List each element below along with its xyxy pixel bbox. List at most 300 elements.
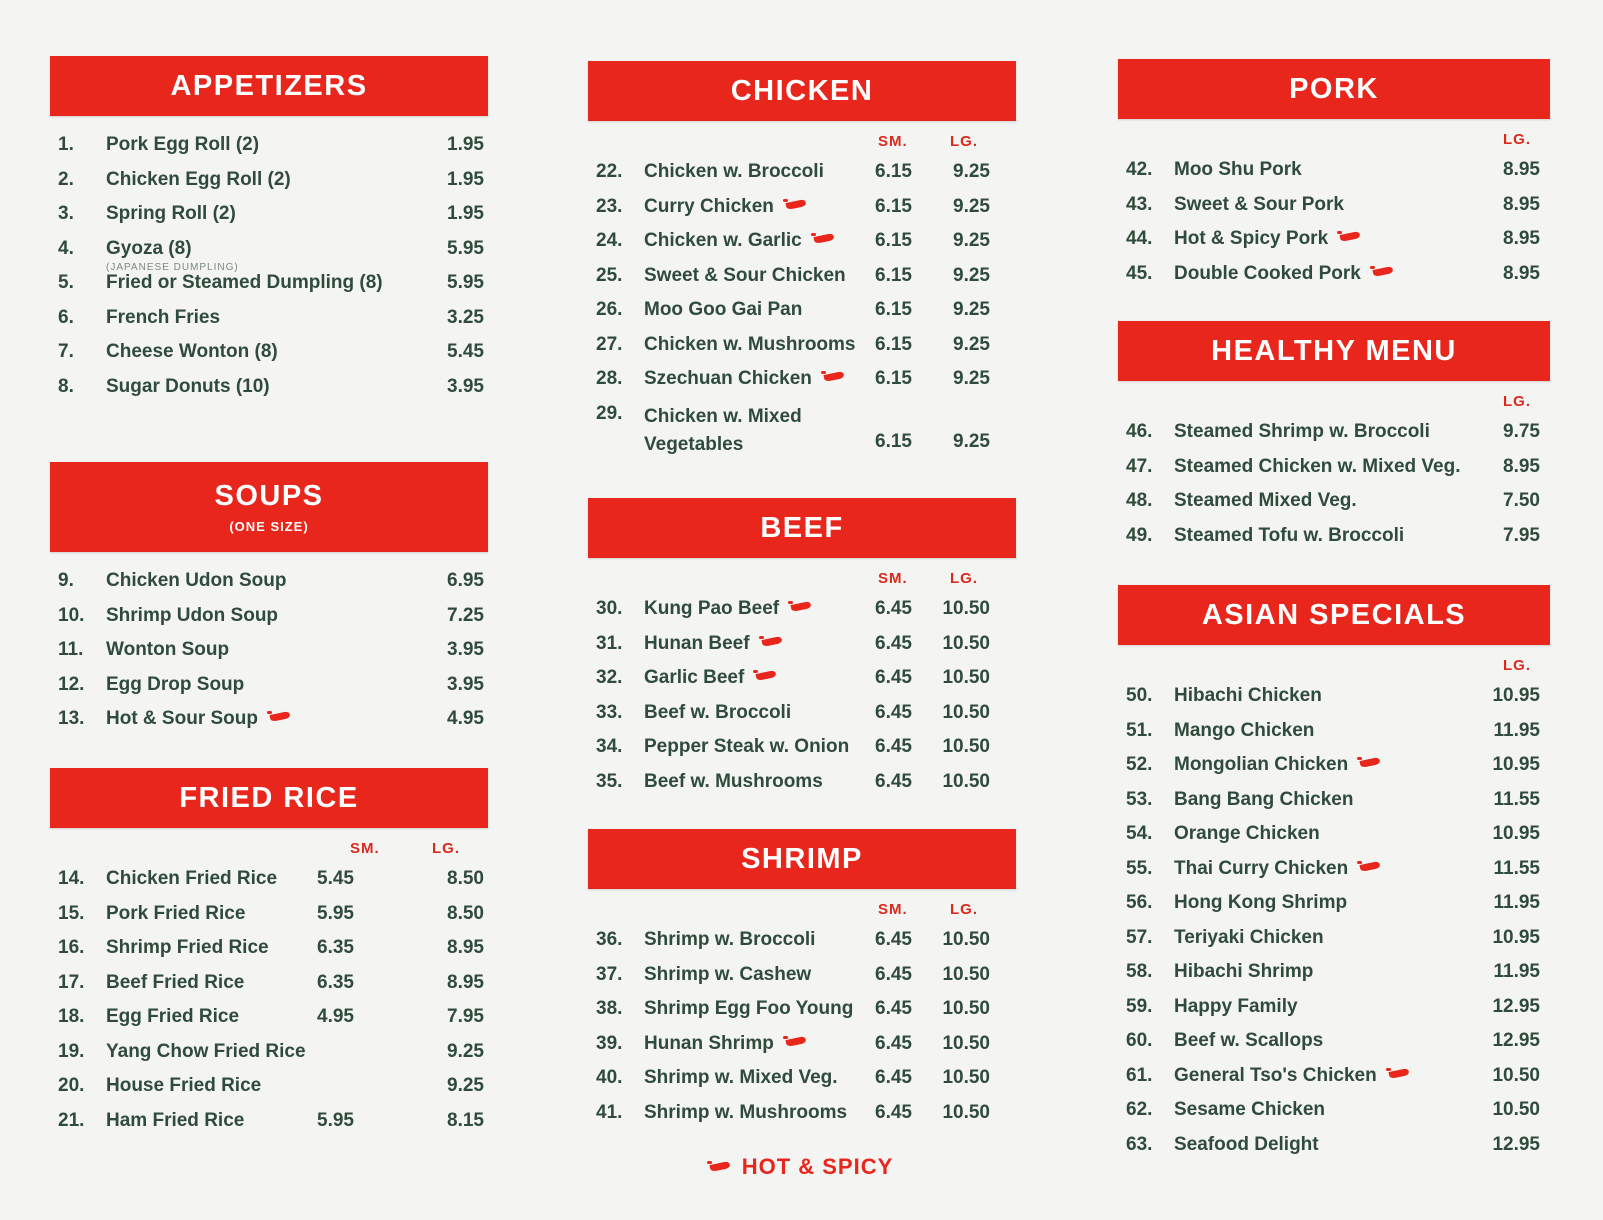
item-name-text: Yang Chow Fried Rice: [106, 1040, 306, 1062]
item-name: [1174, 490, 1357, 512]
item-number: 27.: [596, 333, 623, 355]
section-subtitle: (ONE SIZE): [229, 519, 309, 534]
item-number: 19.: [58, 1040, 85, 1062]
chili-pepper-icon: [1373, 268, 1395, 277]
item-name: [644, 299, 802, 321]
section-banner: [588, 829, 1016, 889]
item-number: 22.: [596, 161, 623, 182]
item-name-text: Kung Pao Beef: [644, 598, 780, 619]
menu-item: [50, 931, 488, 966]
price-small: 5.95: [317, 902, 354, 924]
item-name-text: Shrimp Fried Rice: [106, 937, 269, 958]
item-name: [1174, 1099, 1325, 1121]
item-name: [106, 134, 259, 156]
price-large: 9.25: [447, 1040, 484, 1062]
item-name: [1174, 228, 1362, 250]
item-number: 38.: [596, 998, 623, 1019]
section-banner: [50, 768, 488, 828]
item-name: [106, 674, 244, 696]
item-name-text: Hunan Shrimp: [644, 1032, 774, 1054]
item-number: 41.: [596, 1101, 623, 1123]
item-number: 48.: [1126, 490, 1153, 511]
price-large: 9.25: [953, 230, 990, 251]
item-number: 32.: [596, 667, 623, 688]
item-name-text: Shrimp Udon Soup: [106, 604, 279, 626]
price-small: 6.15: [875, 333, 912, 355]
section-banner: [1118, 321, 1550, 381]
item-name: [1174, 159, 1302, 181]
price-large: 11.95: [1493, 892, 1540, 913]
item-name-text: Happy Family: [1174, 995, 1298, 1017]
menu-item: [1118, 714, 1550, 749]
menu-item: [588, 661, 1016, 696]
menu-item: [50, 1035, 488, 1070]
size-label-small: SM.: [878, 570, 908, 587]
item-number: 46.: [1126, 421, 1153, 442]
item-number: 5.: [58, 272, 74, 293]
item-number: 7.: [58, 341, 74, 362]
item-number: 31.: [596, 632, 623, 654]
chili-pepper-icon: [824, 373, 846, 382]
item-number: 8.: [58, 375, 74, 397]
menu-item: [1118, 886, 1550, 921]
item-number: 35.: [596, 770, 623, 792]
item-number: 56.: [1126, 892, 1153, 913]
price-large: 8.95: [1503, 262, 1540, 284]
item-name-text: Thai Curry Chicken: [1174, 857, 1349, 879]
menu-item: [588, 224, 1016, 259]
item-name-text: Hong Kong Shrimp: [1174, 892, 1348, 913]
menu-item: [1118, 1059, 1550, 1094]
item-number: 25.: [596, 264, 623, 286]
price-large: 9.25: [953, 161, 990, 182]
item-name-text: Egg Drop Soup: [106, 673, 245, 695]
price-small: 6.45: [875, 998, 912, 1019]
item-name: [106, 570, 287, 592]
price: 3.95: [447, 375, 484, 397]
item-name-text: Wonton Soup: [106, 639, 230, 660]
price: 3.95: [447, 673, 484, 695]
item-name-text: Chicken Egg Roll (2): [106, 168, 291, 190]
item-number: 24.: [596, 230, 623, 251]
menu-section-soups: [50, 462, 488, 737]
item-name: [1174, 823, 1320, 845]
section-title: SOUPS: [214, 480, 324, 512]
item-name: [644, 265, 846, 287]
item-name: [1174, 789, 1353, 811]
item-name-text: Fried or Steamed Dumpling (8): [106, 272, 383, 293]
item-number: 1.: [58, 134, 74, 155]
item-name: [644, 230, 836, 252]
price-large: 10.95: [1492, 926, 1540, 948]
price-large: 7.50: [1503, 490, 1540, 511]
menu-section-beef: [588, 498, 1016, 799]
price-large: 9.25: [953, 299, 990, 320]
item-name: [1174, 996, 1298, 1018]
menu-item: [50, 232, 488, 273]
menu-item: [588, 397, 1016, 461]
item-name: [644, 771, 823, 793]
menu-item: [1118, 1093, 1550, 1128]
menu-section-healthy-menu: [1118, 321, 1550, 553]
menu-item: [588, 730, 1016, 765]
size-label-small: SM.: [350, 840, 380, 857]
item-name: [644, 1067, 838, 1089]
menu-item-list: [1118, 153, 1550, 291]
price-large: 12.95: [1492, 1133, 1540, 1155]
price: 5.95: [447, 237, 484, 259]
size-header: [1118, 131, 1550, 153]
item-name-text: Chicken w. Garlic: [644, 230, 802, 251]
item-number: 17.: [58, 971, 85, 993]
menu-item: [1118, 1024, 1550, 1059]
item-number: 30.: [596, 598, 623, 619]
item-name: [106, 903, 245, 925]
price-large: 10.50: [942, 598, 990, 619]
menu-item: [588, 923, 1016, 958]
menu-item: [1118, 852, 1550, 887]
section-banner: [1118, 585, 1550, 645]
item-name: [644, 403, 894, 459]
price-large: 11.95: [1493, 961, 1540, 982]
item-name-text: House Fried Rice: [106, 1075, 262, 1096]
price-small: 6.15: [875, 430, 912, 452]
item-name-text: French Fries: [106, 306, 221, 328]
menu-item: [588, 1027, 1016, 1062]
section-title: PORK: [1289, 72, 1379, 105]
price-large: 9.75: [1503, 421, 1540, 442]
price: 7.25: [447, 604, 484, 626]
menu-section-chicken: [588, 61, 1016, 461]
price-large: 8.95: [1503, 455, 1540, 477]
menu-item: [50, 370, 488, 405]
item-name-text: Steamed Chicken w. Mixed Veg.: [1174, 455, 1461, 477]
item-name-text: Shrimp w. Broccoli: [644, 929, 816, 950]
section-banner: [588, 498, 1016, 558]
item-number: 57.: [1126, 926, 1153, 948]
size-label-small: SM.: [878, 133, 908, 150]
price-large: 10.50: [942, 736, 990, 757]
menu-item: [1118, 921, 1550, 956]
size-header: [588, 570, 1016, 592]
item-name: [1174, 1134, 1319, 1156]
chili-pepper-icon: [1360, 759, 1382, 768]
price: 3.25: [447, 306, 484, 328]
section-banner: [50, 56, 488, 116]
item-name-text: Steamed Mixed Veg.: [1174, 490, 1357, 511]
item-name: [644, 667, 778, 689]
item-name-text: Cheese Wonton (8): [106, 341, 278, 362]
item-number: 53.: [1126, 788, 1153, 810]
item-name-text: General Tso's Chicken: [1174, 1064, 1377, 1086]
menu-section-appetizers: [50, 56, 488, 404]
price-large: 9.25: [953, 368, 990, 389]
price: 5.45: [447, 341, 484, 362]
menu-item: [588, 155, 1016, 190]
price-small: 6.45: [875, 632, 912, 654]
item-number: 55.: [1126, 857, 1153, 879]
size-header: [1118, 393, 1550, 415]
item-number: 45.: [1126, 262, 1153, 284]
menu-item: [588, 592, 1016, 627]
price-small: 6.35: [317, 971, 354, 993]
menu-item: [588, 362, 1016, 397]
price-large: 10.50: [942, 1067, 990, 1088]
menu-section-asian-specials: [1118, 585, 1550, 1162]
item-name-text: Shrimp w. Mixed Veg.: [644, 1067, 838, 1088]
size-header: [588, 901, 1016, 923]
chili-pepper-icon: [756, 672, 778, 681]
item-name-text: Chicken w. Mixed Vegetables: [644, 405, 802, 455]
price-small: 6.15: [875, 195, 912, 217]
menu-item: [50, 668, 488, 703]
item-number: 3.: [58, 203, 74, 224]
item-name: [644, 196, 808, 218]
item-number: 37.: [596, 963, 623, 985]
item-name: [1174, 892, 1347, 914]
item-name: [106, 1110, 244, 1132]
size-label-large: LG.: [432, 840, 460, 857]
item-name-text: Sweet & Sour Chicken: [644, 264, 846, 286]
price-large: 8.95: [1503, 159, 1540, 180]
item-number: 23.: [596, 195, 623, 217]
price-large: 7.95: [1503, 524, 1540, 546]
menu-item: [1118, 955, 1550, 990]
menu-item: [1118, 817, 1550, 852]
price-small: 6.35: [317, 937, 354, 958]
price-large: 8.95: [447, 937, 484, 958]
item-number: 12.: [58, 673, 85, 695]
item-number: 63.: [1126, 1133, 1153, 1155]
menu-item: [588, 958, 1016, 993]
chili-pepper-icon: [270, 713, 292, 722]
item-name-text: Chicken w. Mushrooms: [644, 333, 856, 355]
price-large: 8.50: [447, 868, 484, 889]
item-name: [644, 1033, 808, 1055]
item-name: [644, 929, 815, 951]
item-name: [644, 736, 849, 758]
size-header: [588, 133, 1016, 155]
menu-item: [50, 862, 488, 897]
chili-pepper-icon: [1389, 1070, 1411, 1079]
menu-item-list: [1118, 415, 1550, 553]
price-large: 9.25: [953, 195, 990, 217]
price-large: 11.55: [1493, 788, 1540, 810]
menu-item-list: [50, 564, 488, 737]
menu-item: [50, 599, 488, 634]
menu-item: [1118, 990, 1550, 1025]
menu-item: [588, 627, 1016, 662]
price-small: 5.95: [317, 1109, 354, 1131]
item-name: [644, 964, 811, 986]
section-banner: [1118, 59, 1550, 119]
size-label-large: LG.: [1503, 657, 1531, 674]
size-header: [50, 840, 488, 862]
item-name: [106, 972, 244, 994]
item-name: [106, 639, 229, 661]
menu-item: [588, 328, 1016, 363]
price-small: 6.15: [875, 264, 912, 286]
item-name: [106, 238, 192, 260]
item-number: 18.: [58, 1006, 85, 1027]
price-small: 6.15: [875, 299, 912, 320]
item-number: 21.: [58, 1109, 85, 1131]
price-large: 11.55: [1493, 857, 1540, 879]
size-label-small: SM.: [878, 901, 908, 918]
price-large: 10.50: [1492, 1099, 1540, 1120]
item-name-text: Ham Fried Rice: [106, 1109, 245, 1131]
menu-item-list: [1118, 679, 1550, 1162]
price-large: 7.95: [447, 1006, 484, 1027]
item-name: [106, 605, 278, 627]
item-name: [644, 598, 813, 620]
price-small: 6.15: [875, 161, 912, 182]
item-number: 42.: [1126, 159, 1153, 180]
price-large: 10.50: [942, 667, 990, 688]
item-name-text: Sweet & Sour Pork: [1174, 193, 1344, 215]
item-name-text: Pork Fried Rice: [106, 902, 246, 924]
item-name-text: Pepper Steak w. Onion: [644, 736, 850, 757]
item-name-text: Pork Egg Roll (2): [106, 134, 260, 155]
menu-item: [50, 897, 488, 932]
menu-item: [50, 128, 488, 163]
section-title: SHRIMP: [741, 842, 863, 875]
item-number: 52.: [1126, 754, 1153, 775]
price-large: 10.95: [1492, 754, 1540, 775]
item-name-text: Spring Roll (2): [106, 203, 236, 224]
chili-pepper-icon: [762, 638, 784, 647]
price-large: 9.25: [953, 333, 990, 355]
item-name-text: Hot & Sour Soup: [106, 708, 258, 729]
price-large: 10.50: [942, 929, 990, 950]
item-name: [1174, 720, 1314, 742]
item-number: 34.: [596, 736, 623, 757]
item-name-text: Shrimp w. Cashew: [644, 963, 812, 985]
price-large: 12.95: [1492, 1030, 1540, 1051]
section-title: FRIED RICE: [179, 781, 359, 814]
item-number: 43.: [1126, 193, 1153, 215]
price-small: 6.45: [875, 701, 912, 723]
size-label-large: LG.: [1503, 131, 1531, 148]
item-number: 51.: [1126, 719, 1153, 741]
size-label-large: LG.: [1503, 393, 1531, 410]
chili-pepper-icon: [791, 603, 813, 612]
price-large: 10.50: [942, 1101, 990, 1123]
menu-item: [1118, 257, 1550, 292]
price-small: 6.45: [875, 1067, 912, 1088]
price-large: 9.25: [447, 1075, 484, 1096]
menu-item: [1118, 748, 1550, 783]
menu-item: [588, 259, 1016, 294]
size-header: [1118, 657, 1550, 679]
item-name-text: Shrimp w. Mushrooms: [644, 1101, 848, 1123]
menu-item: [588, 1061, 1016, 1096]
price-large: 8.95: [1503, 193, 1540, 215]
menu-item: [1118, 188, 1550, 223]
price-large: 8.95: [1503, 228, 1540, 249]
item-number: 29.: [596, 402, 623, 424]
menu-item-list: [588, 592, 1016, 799]
hot-spicy-legend: [0, 1154, 1603, 1180]
section-title: BEEF: [760, 511, 844, 544]
item-name: [1174, 754, 1382, 776]
section-title: HEALTHY MENU: [1211, 334, 1457, 367]
price-small: 6.45: [875, 1032, 912, 1054]
item-name: [644, 702, 791, 724]
item-name: [1174, 685, 1322, 707]
item-name: [106, 1075, 261, 1097]
item-number: 62.: [1126, 1099, 1153, 1120]
price-large: 8.50: [447, 902, 484, 924]
item-name-text: Sesame Chicken: [1174, 1099, 1326, 1120]
menu-item-list: [50, 128, 488, 404]
menu-item: [50, 633, 488, 668]
section-title: CHICKEN: [730, 74, 874, 107]
menu-section-shrimp: [588, 829, 1016, 1130]
price-large: 10.50: [942, 998, 990, 1019]
item-number: 60.: [1126, 1030, 1153, 1051]
item-name: [106, 937, 269, 959]
menu-item: [50, 1069, 488, 1104]
price-small: 6.45: [875, 770, 912, 792]
menu-item: [50, 197, 488, 232]
menu-item: [1118, 783, 1550, 818]
item-name-text: Hibachi Chicken: [1174, 685, 1322, 706]
size-label-large: LG.: [950, 901, 978, 918]
chili-pepper-icon: [1340, 233, 1362, 242]
menu-item: [50, 301, 488, 336]
section-title: APPETIZERS: [170, 69, 368, 102]
menu-item: [588, 696, 1016, 731]
item-name: [644, 334, 856, 356]
price-large: 10.95: [1492, 685, 1540, 706]
price-small: 4.95: [317, 1006, 354, 1027]
item-name: [1174, 456, 1461, 478]
price-small: 6.15: [875, 230, 912, 251]
price-large: 10.50: [942, 770, 990, 792]
chili-pepper-icon: [786, 1038, 808, 1047]
menu-item: [588, 765, 1016, 800]
item-name: [644, 1102, 847, 1124]
menu-item: [1118, 415, 1550, 450]
price-small: 6.45: [875, 667, 912, 688]
menu-section-fried-rice: [50, 768, 488, 1138]
menu-item: [588, 293, 1016, 328]
item-number: 20.: [58, 1075, 85, 1096]
item-number: 26.: [596, 299, 623, 320]
item-name: [106, 203, 236, 225]
menu-item: [50, 1104, 488, 1139]
item-number: 10.: [58, 604, 85, 626]
item-number: 47.: [1126, 455, 1153, 477]
item-name-text: Seafood Delight: [1174, 1133, 1319, 1155]
price: 1.95: [447, 134, 484, 155]
menu-item: [50, 266, 488, 301]
price: 1.95: [447, 203, 484, 224]
item-name: [1174, 927, 1324, 949]
item-number: 13.: [58, 708, 85, 729]
price-large: 10.50: [942, 1032, 990, 1054]
item-name-text: Hibachi Shrimp: [1174, 961, 1314, 982]
menu-item: [50, 564, 488, 599]
item-name: [106, 307, 220, 329]
item-number: 49.: [1126, 524, 1153, 546]
item-name-text: Shrimp Egg Foo Young: [644, 998, 854, 1019]
menu-section-pork: [1118, 59, 1550, 291]
menu-item-list: [588, 155, 1016, 461]
item-name-text: Teriyaki Chicken: [1174, 926, 1324, 948]
item-name-text: Hunan Beef: [644, 632, 750, 654]
